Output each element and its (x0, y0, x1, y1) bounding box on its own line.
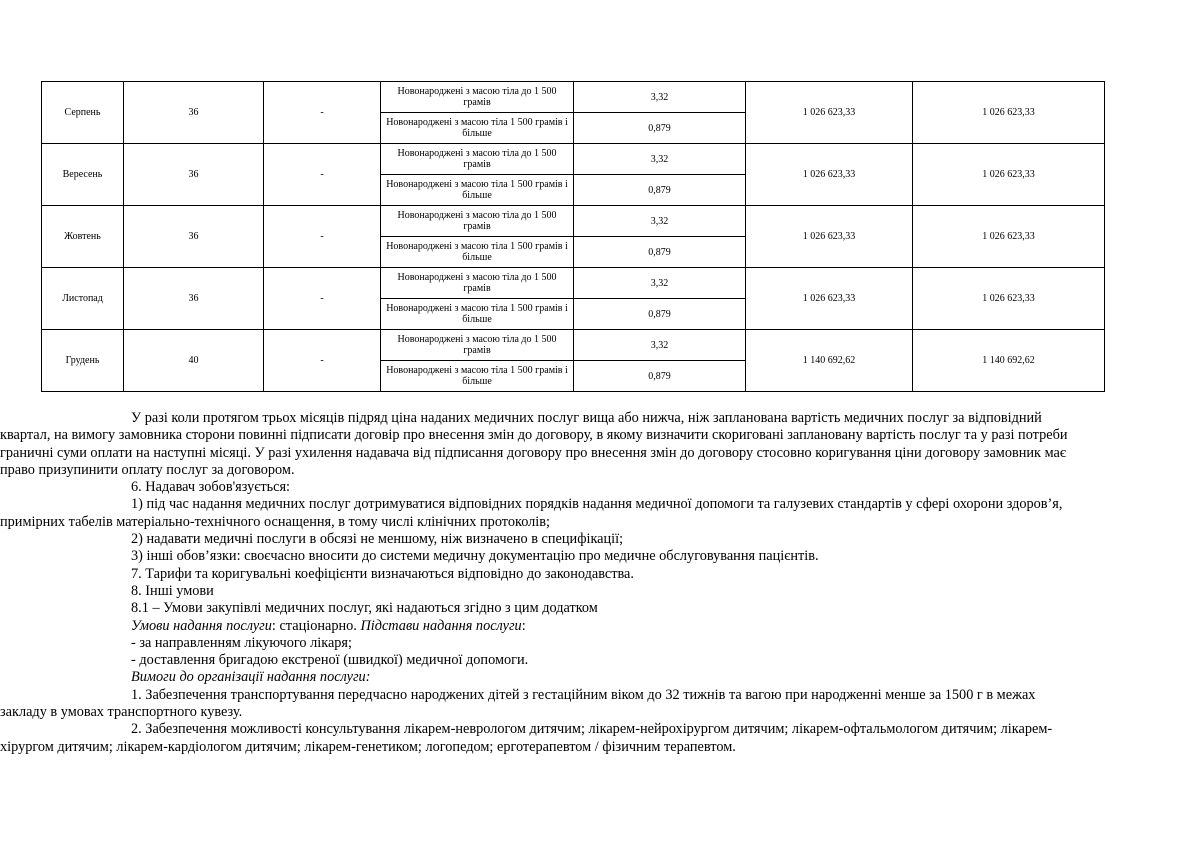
count-cell: 36 (124, 268, 264, 330)
total-sum-cell: 1 026 623,33 (913, 144, 1105, 206)
sum-cell: 1 026 623,33 (746, 144, 913, 206)
sum-cell: 1 026 623,33 (746, 268, 913, 330)
service-conditions-label: Умови надання послуги (131, 617, 272, 634)
month-cell: Грудень (42, 330, 124, 392)
category-1500-plus-cell: Новонароджені з масою тіла 1 500 грамів і більше (381, 361, 574, 392)
table-row (42, 144, 1105, 175)
coefficient-under-1500-cell: 3,32 (574, 82, 746, 113)
coefficient-under-1500-cell: 3,32 (574, 268, 746, 299)
coefficient-under-1500-cell: 3,32 (574, 144, 746, 175)
table-row (42, 268, 1105, 299)
paragraph-procurement-conditions: 8.1 – Умови закупівлі медичних послуг, які надаються згідно з цим додатком (131, 600, 598, 617)
dash-cell: - (264, 82, 381, 144)
paragraph-obligation-1: 1) під час надання медичних послуг дотримуватися відповідних порядків надання медичної допомоги та галузевих стандартів у сфері охорони здоров’я, примірних табелів матеріально-технічного оснащення, в тому числі клінічних протоколів; (0, 496, 1063, 530)
paragraph-tariffs: 7. Тарифи та коригувальні коефіцієнти визначаються відповідно до законодавства. (131, 565, 634, 582)
category-1500-plus-cell: Новонароджені з масою тіла 1 500 грамів і більше (381, 113, 574, 144)
coefficient-1500-plus-cell: 0,879 (574, 361, 746, 392)
category-under-1500-cell: Новонароджені з масою тіла до 1 500 грамів (381, 268, 574, 299)
total-sum-cell: 1 140 692,62 (913, 330, 1105, 392)
paragraph-other-conditions: 8. Інші умови (131, 582, 214, 599)
paragraph-obligation-2: 2) надавати медичні послуги в обсязі не меншому, ніж визначено в специфікації; (131, 531, 624, 548)
category-under-1500-cell: Новонароджені з масою тіла до 1 500 грамів (381, 206, 574, 237)
sum-cell: 1 026 623,33 (746, 82, 913, 144)
coefficient-under-1500-cell: 3,32 (574, 206, 746, 237)
paragraph-organization-requirements (0, 669, 1075, 686)
dash-cell: - (264, 206, 381, 268)
coefficient-1500-plus-cell: 0,879 (574, 113, 746, 144)
paragraph-requirement-2: 2. Забезпечення можливості консультування лікарем-неврологом дитячим; лікарем-нейрохірургом дитячим; лікарем-офтальмологом дитячим; лікарем-хірургом дитячим; лікарем-кардіологом дитячим; лікарем-генетиком; логопедом; ерготерапевтом / фізичним терапевтом. (0, 721, 1053, 755)
count-cell: 36 (124, 144, 264, 206)
category-1500-plus-cell: Новонароджені з масою тіла 1 500 грамів і більше (381, 299, 574, 330)
service-conditions-value: : стаціонарно. (271, 617, 357, 634)
count-cell: 36 (124, 82, 264, 144)
table-row (42, 82, 1105, 113)
coefficient-1500-plus-cell: 0,879 (574, 175, 746, 206)
month-cell: Серпень (42, 82, 124, 144)
coefficient-1500-plus-cell: 0,879 (574, 237, 746, 268)
paragraph-ground-referral: - за направленням лікуючого лікаря; (131, 634, 352, 651)
dash-cell: - (264, 268, 381, 330)
sum-cell: 1 026 623,33 (746, 206, 913, 268)
tariff-table (41, 81, 1105, 392)
paragraph-service-conditions (0, 618, 1075, 635)
month-cell: Жовтень (42, 206, 124, 268)
category-under-1500-cell: Новонароджені з масою тіла до 1 500 грамів (381, 82, 574, 113)
paragraph-obligation-3: 3) інші обов’язки: своєчасно вносити до системи медичну документацію про медичне обслуговування пацієнтів. (131, 548, 819, 565)
table-row (42, 330, 1105, 361)
paragraph-requirement-1: 1. Забезпечення транспортування передчасно народжених дітей з гестаційним віком до 32 тижнів та вагою при народженні менше за 1500 г в межах закладу в умовах транспортного кувезу. (0, 686, 1036, 721)
service-grounds-label: Підстави надання послуги (360, 617, 522, 634)
count-cell: 40 (124, 330, 264, 392)
service-grounds-value: : (521, 617, 526, 634)
table-body (42, 82, 1105, 392)
dash-cell: - (264, 330, 381, 392)
total-sum-cell: 1 026 623,33 (913, 82, 1105, 144)
dash-cell: - (264, 144, 381, 206)
category-1500-plus-cell: Новонароджені з масою тіла 1 500 грамів і більше (381, 237, 574, 268)
count-cell: 36 (124, 206, 264, 268)
month-cell: Листопад (42, 268, 124, 330)
total-sum-cell: 1 026 623,33 (913, 268, 1105, 330)
month-cell: Вересень (42, 144, 124, 206)
category-1500-plus-cell: Новонароджені з масою тіла 1 500 грамів і більше (381, 175, 574, 206)
document-text (0, 410, 1081, 756)
sum-cell: 1 140 692,62 (746, 330, 913, 392)
table-row (42, 206, 1105, 237)
coefficient-1500-plus-cell: 0,879 (574, 299, 746, 330)
coefficient-under-1500-cell: 3,32 (574, 330, 746, 361)
paragraph-price-adjustment: У разі коли протягом трьох місяців підряд ціна наданих медичних послуг вища або нижча, ніж запланована вартість медичних послуг за відповідний квартал, на вимогу замовника сторони повинні підписати договір про внесення змін до договору, в якому визначити скориговані заплановану вартість послуг та у разі потреби граничні суми оплати на наступні місяці. У разі ухилення надавача від підписання договору про внесення змін до договору стосовно коригування ціни договору замовник має право призупинити оплату послуг за договором. (0, 410, 1068, 478)
category-under-1500-cell: Новонароджені з масою тіла до 1 500 грамів (381, 144, 574, 175)
category-under-1500-cell: Новонароджені з масою тіла до 1 500 грамів (381, 330, 574, 361)
organization-requirements-label: Вимоги до організації надання послуги: (131, 669, 371, 686)
paragraph-provider-obligations: 6. Надавач зобов'язується: (131, 479, 291, 496)
total-sum-cell: 1 026 623,33 (913, 206, 1105, 268)
paragraph-ground-emergency: - доставлення бригадою екстреної (швидкої) медичної допомоги. (131, 652, 529, 669)
